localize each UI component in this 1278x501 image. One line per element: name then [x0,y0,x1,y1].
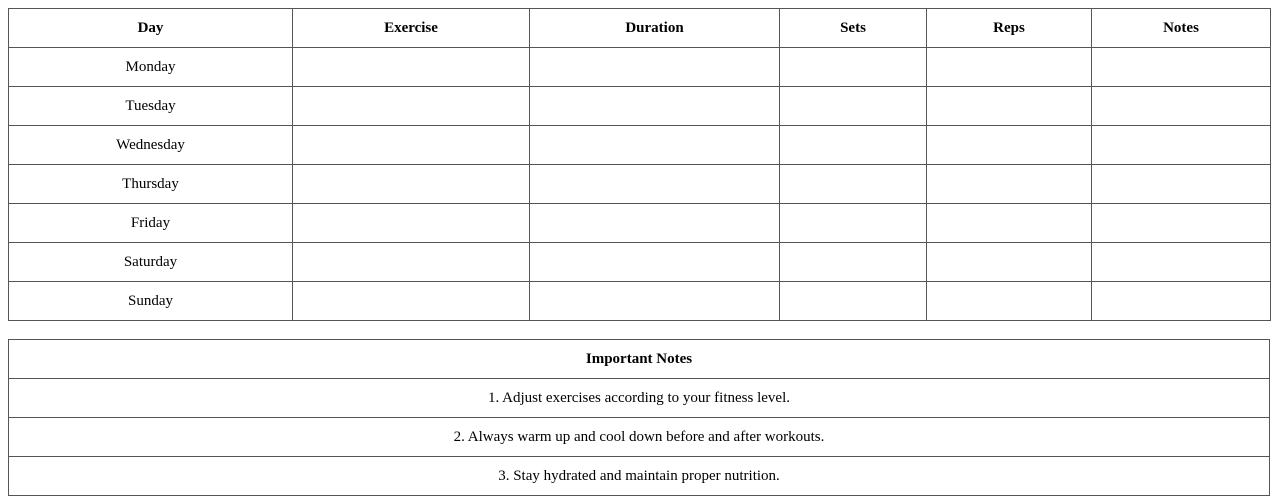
note-row [9,379,1270,418]
notes-cell [1092,48,1271,87]
duration-cell [530,126,780,165]
table-row [9,87,1271,126]
sets-cell [780,282,927,321]
reps-cell [927,87,1092,126]
reps-cell [927,204,1092,243]
exercise-cell [293,243,530,282]
day-cell: Tuesday [9,87,293,126]
note-row [9,457,1270,496]
exercise-cell [293,165,530,204]
header-sets: Sets [780,9,927,48]
header-duration: Duration [530,9,780,48]
exercise-cell [293,282,530,321]
header-day: Day [9,9,293,48]
table-row [9,48,1271,87]
reps-cell [927,48,1092,87]
workout-schedule-table [8,8,1271,321]
duration-cell [530,204,780,243]
duration-cell [530,243,780,282]
sets-cell [780,48,927,87]
table-row [9,204,1271,243]
day-cell: Monday [9,48,293,87]
note-row [9,418,1270,457]
exercise-cell [293,87,530,126]
table-row [9,243,1271,282]
header-notes: Notes [1092,9,1271,48]
sets-cell [780,165,927,204]
table-row [9,126,1271,165]
sets-cell [780,204,927,243]
notes-cell [1092,282,1271,321]
sets-cell [780,243,927,282]
sets-cell [780,126,927,165]
reps-cell [927,243,1092,282]
exercise-cell [293,126,530,165]
duration-cell [530,165,780,204]
table-row [9,165,1271,204]
notes-cell [1092,87,1271,126]
day-cell: Friday [9,204,293,243]
header-reps: Reps [927,9,1092,48]
note-item: 3. Stay hydrated and maintain proper nutrition. [9,457,1270,496]
notes-cell [1092,165,1271,204]
notes-cell [1092,126,1271,165]
exercise-cell [293,204,530,243]
header-exercise: Exercise [293,9,530,48]
sets-cell [780,87,927,126]
duration-cell [530,282,780,321]
duration-cell [530,87,780,126]
notes-cell [1092,243,1271,282]
day-cell: Wednesday [9,126,293,165]
day-cell: Sunday [9,282,293,321]
note-item: 2. Always warm up and cool down before and after workouts. [9,418,1270,457]
reps-cell [927,126,1092,165]
day-cell: Thursday [9,165,293,204]
notes-header-row [9,340,1270,379]
day-cell: Saturday [9,243,293,282]
exercise-cell [293,48,530,87]
reps-cell [927,165,1092,204]
note-item: 1. Adjust exercises according to your fitness level. [9,379,1270,418]
table-row [9,282,1271,321]
reps-cell [927,282,1092,321]
duration-cell [530,48,780,87]
important-notes-title: Important Notes [9,340,1270,379]
important-notes-table [8,339,1270,496]
table-header-row [9,9,1271,48]
notes-cell [1092,204,1271,243]
